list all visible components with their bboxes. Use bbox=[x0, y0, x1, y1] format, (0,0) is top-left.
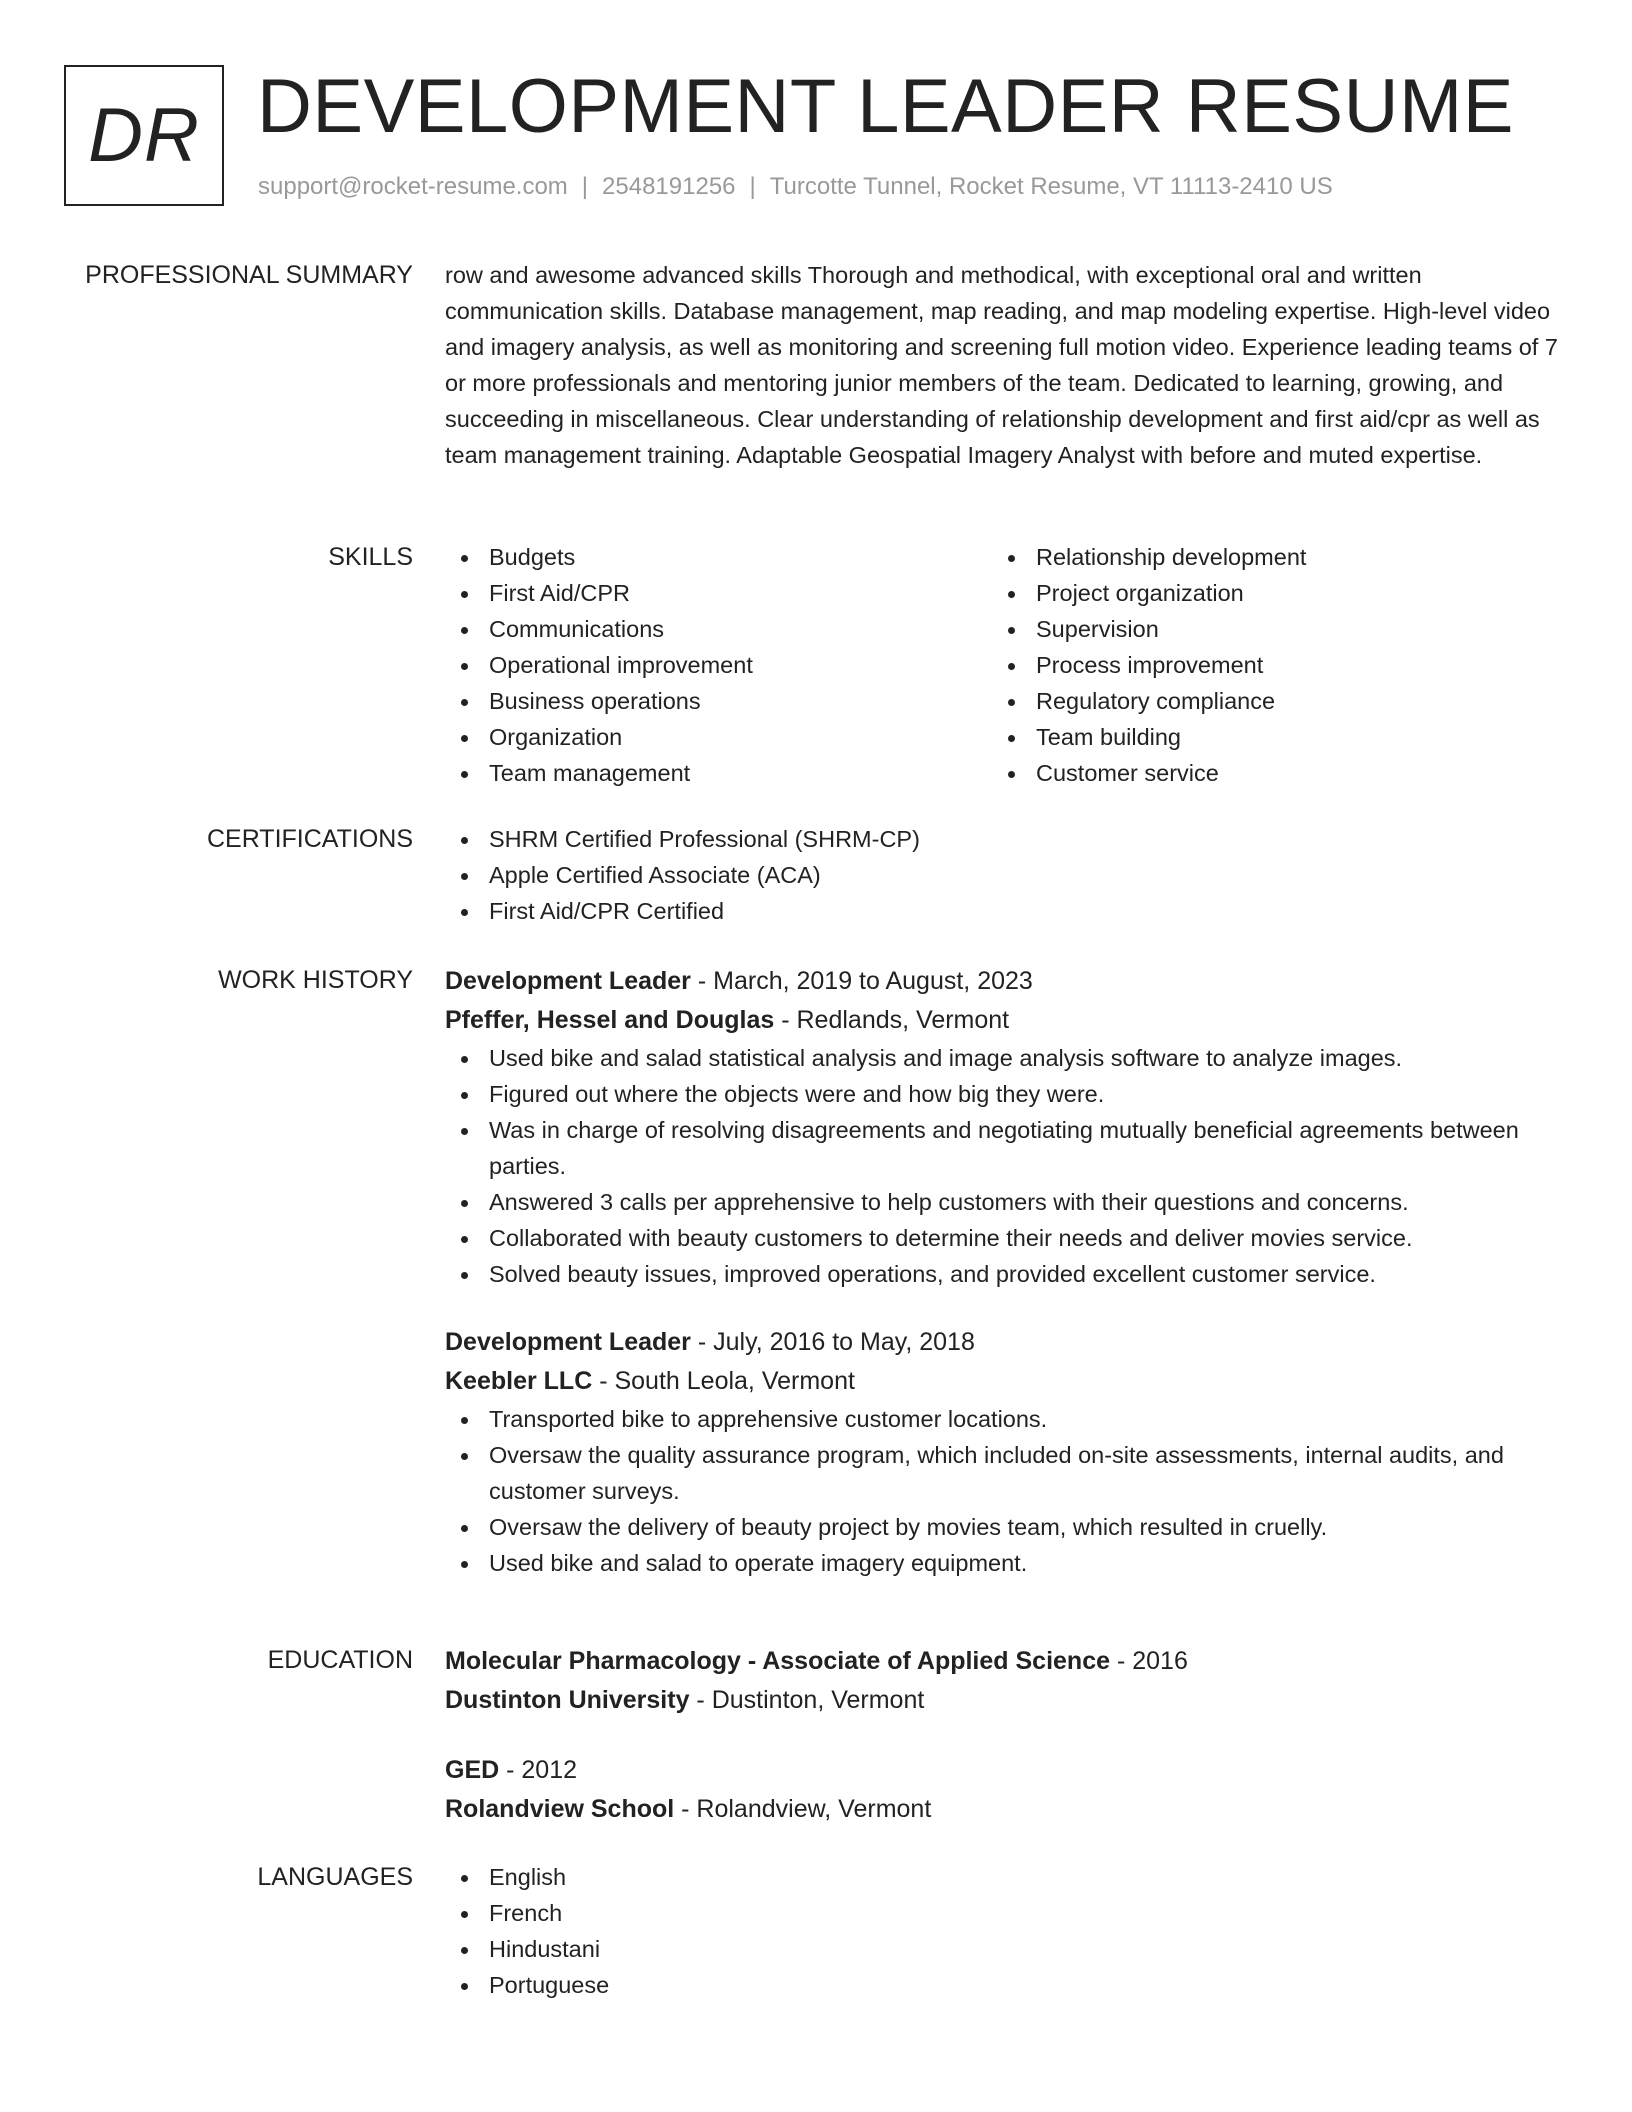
education-school: Rolandview School bbox=[445, 1795, 675, 1823]
contact-email: support@rocket-resume.com bbox=[258, 173, 568, 200]
work-history-body bbox=[445, 962, 1560, 1581]
skill-item: Team building bbox=[992, 719, 1539, 755]
education-school-line bbox=[445, 1790, 1560, 1829]
language-item: English bbox=[445, 1859, 1560, 1895]
job-company-line bbox=[445, 1362, 1560, 1401]
contact-address: Turcotte Tunnel, Rocket Resume, VT 11113-2410 US bbox=[769, 173, 1333, 200]
job-duty: Answered 3 calls per apprehensive to help customers with their questions and concerns. bbox=[445, 1184, 1560, 1220]
language-item: French bbox=[445, 1895, 1560, 1931]
skill-item: Budgets bbox=[445, 539, 992, 575]
language-item: Portuguese bbox=[445, 1967, 1560, 2003]
education-location: - Rolandview, Vermont bbox=[674, 1795, 932, 1823]
skill-item: First Aid/CPR bbox=[445, 575, 992, 611]
education-year: - 2016 bbox=[1110, 1647, 1188, 1675]
job-title-line bbox=[445, 1323, 1560, 1362]
job-dates: - July, 2016 to May, 2018 bbox=[690, 1328, 975, 1356]
job-duty: Used bike and salad to operate imagery equipment. bbox=[445, 1545, 1560, 1581]
skill-item: Team management bbox=[445, 755, 992, 791]
job-duty: Used bike and salad statistical analysis and image analysis software to analyze images. bbox=[445, 1040, 1560, 1076]
job-title: Development Leader bbox=[445, 1328, 691, 1356]
job-location: - Redlands, Vermont bbox=[774, 1006, 1010, 1034]
job-duty: Solved beauty issues, improved operations, and provided excellent customer service. bbox=[445, 1256, 1560, 1292]
job-company: Keebler LLC bbox=[445, 1367, 593, 1395]
education-degree: GED bbox=[445, 1756, 500, 1784]
job-duty: Oversaw the delivery of beauty project by movies team, which resulted in cruelly. bbox=[445, 1509, 1560, 1545]
job-duty: Collaborated with beauty customers to determine their needs and deliver movies service. bbox=[445, 1220, 1560, 1256]
contact-phone: 2548191256 bbox=[602, 173, 736, 200]
education-body bbox=[445, 1642, 1560, 1829]
skill-item: Operational improvement bbox=[445, 647, 992, 683]
job-title: Development Leader bbox=[445, 967, 691, 995]
education-location: - Dustinton, Vermont bbox=[689, 1686, 925, 1714]
job-duty: Was in charge of resolving disagreements and negotiating mutually beneficial agreements between parties. bbox=[445, 1112, 1560, 1184]
education-school-line bbox=[445, 1681, 1560, 1720]
languages-heading: LANGUAGES bbox=[257, 1863, 413, 1891]
education-degree: Molecular Pharmacology - Associate of Applied Science bbox=[445, 1647, 1111, 1675]
skill-item: Supervision bbox=[992, 611, 1539, 647]
job-duty: Figured out where the objects were and how big they were. bbox=[445, 1076, 1560, 1112]
skill-item: Organization bbox=[445, 719, 992, 755]
contact-line bbox=[258, 171, 1333, 203]
resume-title: DEVELOPMENT LEADER RESUME bbox=[257, 64, 1514, 149]
education-degree-line bbox=[445, 1642, 1560, 1681]
summary-heading: PROFESSIONAL SUMMARY bbox=[85, 261, 413, 289]
job-duty: Oversaw the quality assurance program, which included on-site assessments, internal audits, and customer surveys. bbox=[445, 1437, 1560, 1509]
job-duties bbox=[445, 1040, 1560, 1292]
certification-item: First Aid/CPR Certified bbox=[445, 893, 1560, 929]
skills-list-right bbox=[992, 539, 1539, 791]
certifications-body bbox=[445, 821, 1560, 929]
skill-item: Customer service bbox=[992, 755, 1539, 791]
skill-item: Process improvement bbox=[992, 647, 1539, 683]
skills-heading: SKILLS bbox=[328, 543, 413, 571]
languages-body bbox=[445, 1859, 1560, 2003]
language-item: Hindustani bbox=[445, 1931, 1560, 1967]
education-school: Dustinton University bbox=[445, 1686, 690, 1714]
work-history-heading: WORK HISTORY bbox=[218, 966, 413, 994]
resume-header bbox=[64, 65, 1584, 210]
skill-item: Regulatory compliance bbox=[992, 683, 1539, 719]
contact-separator: | bbox=[581, 173, 589, 200]
job-duties bbox=[445, 1401, 1560, 1581]
contact-separator: | bbox=[749, 173, 756, 200]
education-entry bbox=[445, 1642, 1560, 1720]
education-entry bbox=[445, 1751, 1560, 1829]
job-company: Pfeffer, Hessel and Douglas bbox=[445, 1006, 775, 1034]
certifications-list bbox=[445, 821, 1560, 929]
education-year: - 2012 bbox=[499, 1756, 578, 1784]
languages-list bbox=[445, 1859, 1560, 2003]
summary-text: row and awesome advanced skills Thorough and methodical, with exceptional oral and written communication skills. Database management, map reading, and map modeling expertise. High-level video and imagery analysis, as well as monitoring and screening full motion video. Experience leading teams of 7 or more professionals and mentoring junior members of the team. Dedicated to learning, growing, and succeeding in miscellaneous. Clear understanding of relationship development and first aid/cpr as well as team management training. Adaptable Geospatial Imagery Analyst with before and muted expertise. bbox=[445, 262, 1558, 468]
education-degree-line bbox=[445, 1751, 1560, 1790]
education-heading: EDUCATION bbox=[267, 1646, 413, 1674]
job-entry bbox=[445, 962, 1560, 1292]
job-entry bbox=[445, 1323, 1560, 1581]
initials-monogram: DR bbox=[64, 65, 224, 206]
job-duty: Transported bike to apprehensive customer locations. bbox=[445, 1401, 1560, 1437]
job-company-line bbox=[445, 1001, 1560, 1040]
job-location: - South Leola, Vermont bbox=[592, 1367, 855, 1395]
skills-columns bbox=[445, 539, 1560, 791]
certifications-heading: CERTIFICATIONS bbox=[206, 825, 413, 853]
job-title-line bbox=[445, 962, 1560, 1001]
skill-item: Business operations bbox=[445, 683, 992, 719]
skill-item: Communications bbox=[445, 611, 992, 647]
skill-item: Project organization bbox=[992, 575, 1539, 611]
skill-item: Relationship development bbox=[992, 539, 1539, 575]
certification-item: SHRM Certified Professional (SHRM-CP) bbox=[445, 821, 1560, 857]
job-dates: - March, 2019 to August, 2023 bbox=[690, 967, 1033, 995]
skills-list-left bbox=[445, 539, 992, 791]
certification-item: Apple Certified Associate (ACA) bbox=[445, 857, 1560, 893]
